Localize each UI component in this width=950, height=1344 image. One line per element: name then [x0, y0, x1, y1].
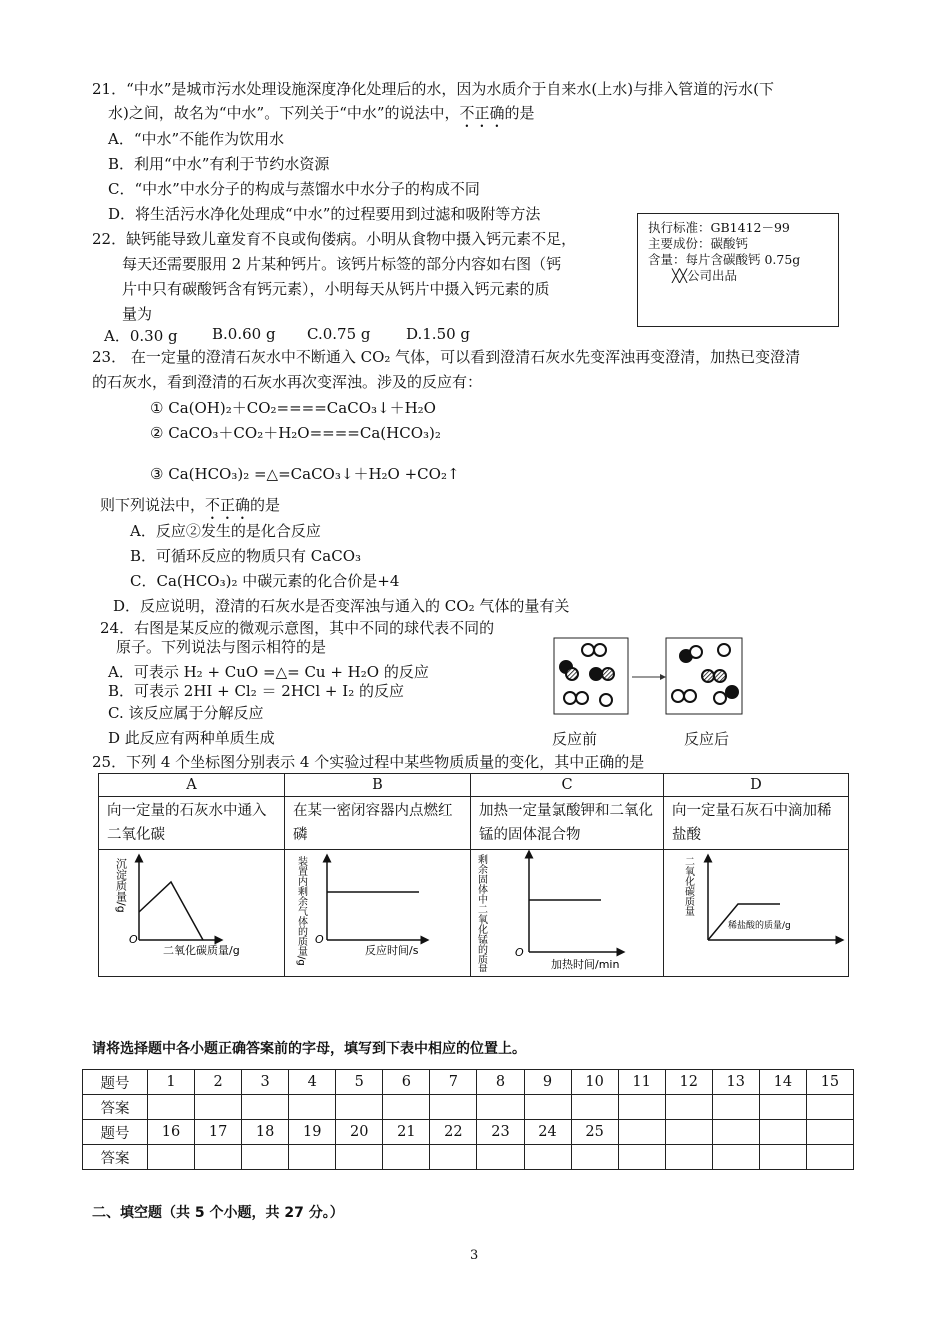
q23-line1: 23． 在一定量的澄清石灰水中不断通入 CO₂ 气体，可以看到澄清石灰水先变浑浊再变澄清，加热已变澄清: [92, 348, 801, 366]
q21-option-c: C．“中水”中水分子的构成与蒸馏水中水分子的构成不同: [108, 180, 480, 198]
chart-b-ylabel: 装置内剩余气体的质量/g: [295, 856, 307, 966]
answer-cell[interactable]: [477, 1095, 524, 1120]
chart-c-ylabel: 剩余固体中二氧化锰的质量分数: [475, 854, 487, 972]
empty-cell: [618, 1120, 665, 1145]
q21-emphasis: 不正确: [459, 104, 505, 122]
q24-option-b: B．可表示 2HI + Cl₂ ＝ 2HCl + I₂ 的反应: [108, 682, 404, 700]
answer-cell[interactable]: [383, 1145, 430, 1170]
q23-line2: 的石灰水，看到澄清的石灰水再次变浑浊。涉及的反应有：: [92, 373, 483, 391]
answer-table-row: [83, 1095, 854, 1120]
q-num: 20: [336, 1120, 383, 1145]
answer-cell[interactable]: [665, 1095, 712, 1120]
q21-stem-line2: 水)之间，故名为“中水”。下列关于“中水”的说法中，不正确的是: [108, 104, 535, 122]
q23-reaction-2: ② CaCO₃＋CO₂＋H₂O====Ca(HCO₃)₂: [150, 424, 441, 442]
chart-c-xlabel: 加热时间/min: [551, 958, 620, 971]
q-num: 23: [477, 1120, 524, 1145]
chart-a: [99, 850, 284, 972]
q22-line3: 片中只有碳酸钙含有钙元素），小明每天从钙片中摄入钙元素的质: [122, 280, 550, 298]
answer-table: [82, 1069, 854, 1170]
answer-cell[interactable]: [571, 1145, 618, 1170]
label-standard: 执行标准：GB1412－99: [648, 220, 790, 235]
empty-cell: [806, 1120, 853, 1145]
q22-option-d: D.1.50 g: [406, 325, 471, 343]
empty-cell: [712, 1120, 759, 1145]
q24-option-c: C. 该反应属于分解反应: [108, 704, 264, 722]
q-num: 11: [618, 1070, 665, 1095]
chart-c-origin: O: [515, 946, 524, 959]
graph-d: [664, 850, 849, 977]
answer-cell[interactable]: [618, 1095, 665, 1120]
chart-a-xlabel: 二氧化碳质量/g: [163, 944, 240, 957]
empty-cell: [806, 1145, 853, 1170]
answer-instruction: 请将选择题中各小题正确答案前的字母，填写到下表中相应的位置上。: [92, 1041, 526, 1057]
empty-cell: [712, 1145, 759, 1170]
chart-d: [664, 850, 846, 972]
q22-option-a: A．0.30 g: [104, 327, 178, 345]
graph-a: [99, 850, 285, 977]
q22-line4: 量为: [122, 305, 153, 323]
answer-cell[interactable]: [806, 1095, 853, 1120]
answer-table-row: [83, 1120, 854, 1145]
q22-line2: 每天还需要服用 2 片某种钙片。该钙片标签的部分内容如右图（钙: [122, 255, 562, 273]
q-num: 1: [148, 1070, 195, 1095]
q-num: 14: [759, 1070, 806, 1095]
q24-option-d: D 此反应有两种单质生成: [108, 729, 275, 747]
q22-option-b: B.0.60 g: [212, 325, 276, 343]
answer-cell[interactable]: [336, 1145, 383, 1170]
chart-d-ylabel: 二氧化碳质量: [682, 856, 694, 916]
chart-c: [471, 850, 663, 972]
q23-option-a: A．反应②发生的是化合反应: [130, 522, 321, 540]
col-letter-d: D: [664, 774, 849, 797]
answer-cell[interactable]: [195, 1095, 242, 1120]
chart-a-origin: O: [129, 933, 138, 946]
label-ingredient: 主要成份：碳酸钙: [648, 236, 749, 251]
q-num: 9: [524, 1070, 571, 1095]
q23-option-c: C．Ca(HCO₃)₂ 中碳元素的化合价是+4: [130, 572, 400, 590]
answer-cell[interactable]: [289, 1145, 336, 1170]
row-label-num: 题号: [83, 1120, 148, 1145]
q-num: 13: [712, 1070, 759, 1095]
q-num: 7: [430, 1070, 477, 1095]
q25-stem: 25．下列 4 个坐标图分别表示 4 个实验过程中某些物质质量的变化，其中正确的是: [92, 753, 645, 771]
after-molecules: [672, 644, 738, 704]
answer-cell[interactable]: [524, 1095, 571, 1120]
q21-option-a: A．“中水”不能作为饮用水: [108, 130, 285, 148]
chart-a-ylabel: 沉淀质量/g: [114, 858, 128, 913]
q-num: 17: [195, 1120, 242, 1145]
q-num: 8: [477, 1070, 524, 1095]
q-num: 15: [806, 1070, 853, 1095]
col-desc-b: 在某一密闭容器内点燃红磷: [285, 797, 471, 850]
answer-cell[interactable]: [477, 1145, 524, 1170]
answer-cell[interactable]: [195, 1145, 242, 1170]
graph-c: [471, 850, 664, 977]
col-desc-a: 向一定量的石灰水中通入二氧化碳: [99, 797, 285, 850]
q24-option-a: A．可表示 H₂ + CuO =△= Cu + H₂O 的反应: [108, 663, 429, 681]
col-letter-c: C: [471, 774, 664, 797]
answer-cell[interactable]: [712, 1095, 759, 1120]
answer-cell[interactable]: [336, 1095, 383, 1120]
answer-cell[interactable]: [242, 1095, 289, 1120]
q-num: 6: [383, 1070, 430, 1095]
calcium-tablet-label: [637, 213, 839, 327]
q23-option-d: D．反应说明，澄清的石灰水是否变浑浊与通入的 CO₂ 气体的量有关: [113, 597, 570, 615]
reaction-micro-diagram: [548, 632, 748, 722]
q22-option-c: C.0.75 g: [307, 325, 371, 343]
answer-table-row: [83, 1145, 854, 1170]
q24-line2: 原子。下列说法与图示相符的是: [116, 638, 327, 656]
empty-cell: [665, 1145, 712, 1170]
q-num: 4: [289, 1070, 336, 1095]
q22-line1: 22．缺钙能导致儿童发育不良或佝偻病。小明从食物中摄入钙元素不足，: [92, 230, 577, 248]
q24-line1: 24．右图是某反应的微观示意图，其中不同的球代表不同的: [100, 619, 495, 637]
before-label: 反应前: [552, 730, 598, 748]
answer-cell[interactable]: [759, 1095, 806, 1120]
col-letter-b: B: [285, 774, 471, 797]
q-num: 18: [242, 1120, 289, 1145]
answer-cell[interactable]: [148, 1095, 195, 1120]
answer-cell[interactable]: [430, 1145, 477, 1170]
answer-cell[interactable]: [383, 1095, 430, 1120]
row-label-ans: 答案: [83, 1145, 148, 1170]
answer-cell[interactable]: [148, 1145, 195, 1170]
q-num: 10: [571, 1070, 618, 1095]
q-num: 3: [242, 1070, 289, 1095]
after-label: 反应后: [684, 730, 730, 748]
q-num: 25: [571, 1120, 618, 1145]
empty-cell: [759, 1120, 806, 1145]
q23-emphasis: 不正确: [205, 496, 251, 514]
q-num: 2: [195, 1070, 242, 1095]
q-num: 21: [383, 1120, 430, 1145]
q-num: 19: [289, 1120, 336, 1145]
page-number: 3: [470, 1248, 479, 1263]
q-num: 5: [336, 1070, 383, 1095]
graph-b: [285, 850, 471, 977]
q23-ask: 则下列说法中，不正确的是: [100, 496, 281, 514]
q23-reaction-3: ③ Ca(HCO₃)₂ =△=CaCO₃↓＋H₂O +CO₂↑: [150, 465, 460, 483]
chart-a-line: [139, 882, 203, 940]
empty-cell: [759, 1145, 806, 1170]
answer-table-row: [83, 1070, 854, 1095]
row-label-num: 题号: [83, 1070, 148, 1095]
label-content: 含量：每片含碳酸钙 0.75g: [648, 252, 801, 267]
col-desc-c: 加热一定量氯酸钾和二氧化锰的固体混合物: [471, 797, 664, 850]
q23-reaction-1: ① Ca(OH)₂＋CO₂====CaCO₃↓＋H₂O: [150, 399, 436, 417]
answer-cell[interactable]: [242, 1145, 289, 1170]
chart-d-xlabel: 稀盐酸的质量/g: [728, 921, 791, 931]
col-desc-d: 向一定量石灰石中滴加稀盐酸: [664, 797, 849, 850]
answer-cell[interactable]: [289, 1095, 336, 1120]
q21-option-b: B．利用“中水”有利于节约水资源: [108, 155, 330, 173]
chart-b-xlabel: 反应时间/s: [365, 944, 419, 957]
label-company: ╳╳公司出品: [672, 268, 738, 283]
answer-cell[interactable]: [524, 1145, 571, 1170]
col-letter-a: A: [99, 774, 285, 797]
q23-option-b: B．可循环反应的物质只有 CaCO₃: [130, 547, 361, 565]
q21-option-d: D．将生活污水净化处理成“中水”的过程要用到过滤和吸附等方法: [108, 205, 541, 223]
section-2-heading: 二、填空题（共 5 个小题，共 27 分。）: [92, 1205, 344, 1221]
empty-cell: [665, 1120, 712, 1145]
chart-b-origin: O: [315, 933, 324, 946]
q-num: 12: [665, 1070, 712, 1095]
answer-cell[interactable]: [571, 1095, 618, 1120]
answer-cell[interactable]: [430, 1095, 477, 1120]
empty-cell: [618, 1145, 665, 1170]
row-label-ans: 答案: [83, 1095, 148, 1120]
q25-chart-table: [98, 773, 849, 977]
q-num: 22: [430, 1120, 477, 1145]
before-molecules: [560, 644, 614, 706]
q-num: 24: [524, 1120, 571, 1145]
chart-b: [285, 850, 470, 972]
q-num: 16: [148, 1120, 195, 1145]
q21-stem-line1: 21．“中水”是城市污水处理设施深度净化处理后的水，因为水质介于自来水(上水)与排入管道的污水(下: [92, 80, 774, 98]
